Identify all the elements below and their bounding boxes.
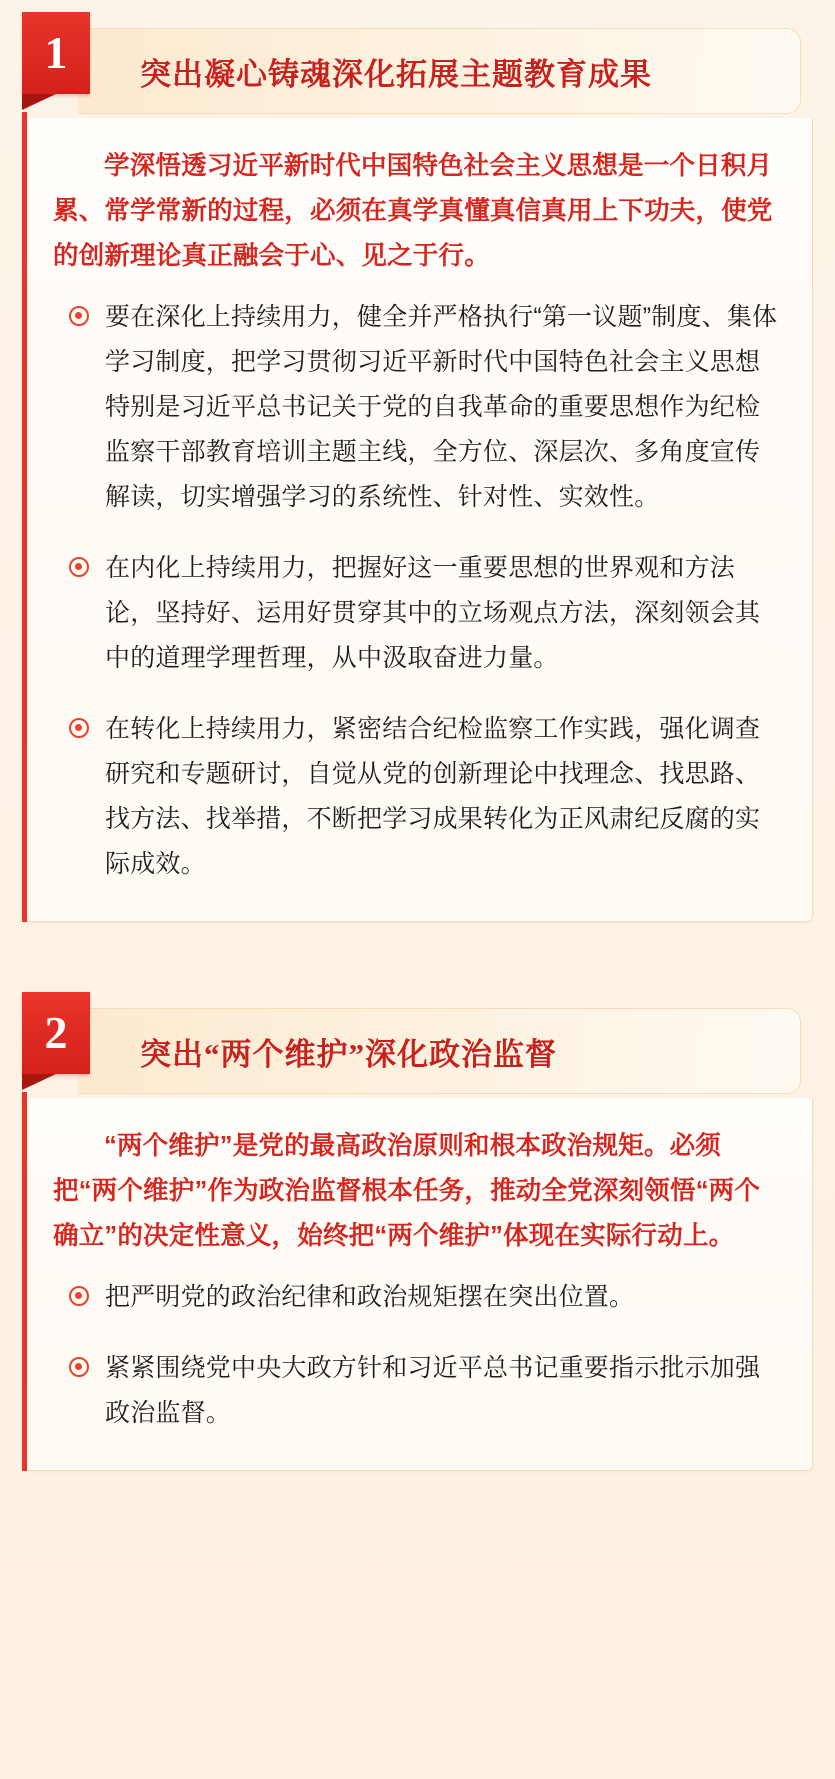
bullet-dot-icon	[69, 557, 89, 577]
section-1-body	[22, 118, 813, 922]
list-item-text: 在转化上持续用力，紧密结合纪检监察工作实践，强化调查研究和专题研讨，自觉从党的创新理论中找理念、找思路、找方法、找举措，不断把学习成果转化为正风肃纪反腐的实际成效。	[105, 715, 761, 878]
section-2	[22, 980, 813, 1471]
list-item	[53, 295, 782, 520]
list-item	[53, 707, 782, 887]
list-item-text: 在内化上持续用力，把握好这一重要思想的世界观和方法论，坚持好、运用好贯穿其中的立场观点方法，深刻领会其中的道理学理哲理，从中汲取奋进力量。	[105, 554, 761, 672]
section-2-title: 突出“两个维护”深化政治监督	[140, 1036, 557, 1072]
section-1-header	[22, 0, 813, 118]
section-2-title-bar	[78, 1008, 801, 1094]
section-1	[22, 0, 813, 922]
section-2-header	[22, 980, 813, 1098]
section-1-title-bar	[78, 28, 801, 114]
list-item-text: 紧紧围绕党中央大政方针和习近平总书记重要指示批示加强政治监督。	[105, 1354, 761, 1427]
list-item-text: 把严明党的政治纪律和政治规矩摆在突出位置。	[105, 1283, 635, 1311]
bullet-dot-icon	[69, 306, 89, 326]
bullet-dot-icon	[69, 718, 89, 738]
section-1-number-badge: 1	[22, 12, 90, 94]
list-item	[53, 1346, 782, 1436]
section-1-lead-paragraph: 学深悟透习近平新时代中国特色社会主义思想是一个日积月累、常学常新的过程，必须在真学真懂真信真用上下功夫，使党的创新理论真正融会于心、见之于行。	[53, 152, 773, 270]
section-2-number-badge: 2	[22, 992, 90, 1074]
list-item	[53, 546, 782, 681]
bullet-dot-icon	[69, 1357, 89, 1377]
section-1-title: 突出凝心铸魂深化拓展主题教育成果	[140, 56, 652, 92]
section-2-bullet-list	[53, 1275, 782, 1436]
list-item-text: 要在深化上持续用力，健全并严格执行“第一议题”制度、集体学习制度，把学习贯彻习近平新时代中国特色社会主义思想特别是习近平总书记关于党的自我革命的重要思想作为纪检监察干部教育培训主题主线，全方位、深层次、多角度宣传解读，切实增强学习的系统性、针对性、实效性。	[105, 303, 778, 511]
section-1-bullet-list	[53, 295, 782, 887]
section-2-body	[22, 1098, 813, 1471]
list-item	[53, 1275, 782, 1320]
bullet-dot-icon	[69, 1286, 89, 1306]
section-2-lead-paragraph: “两个维护”是党的最高政治原则和根本政治规矩。必须把“两个维护”作为政治监督根本任务，推动全党深刻领悟“两个确立”的决定性意义，始终把“两个维护”体现在实际行动上。	[53, 1132, 761, 1250]
page-bottom-spacer	[0, 1471, 835, 1511]
